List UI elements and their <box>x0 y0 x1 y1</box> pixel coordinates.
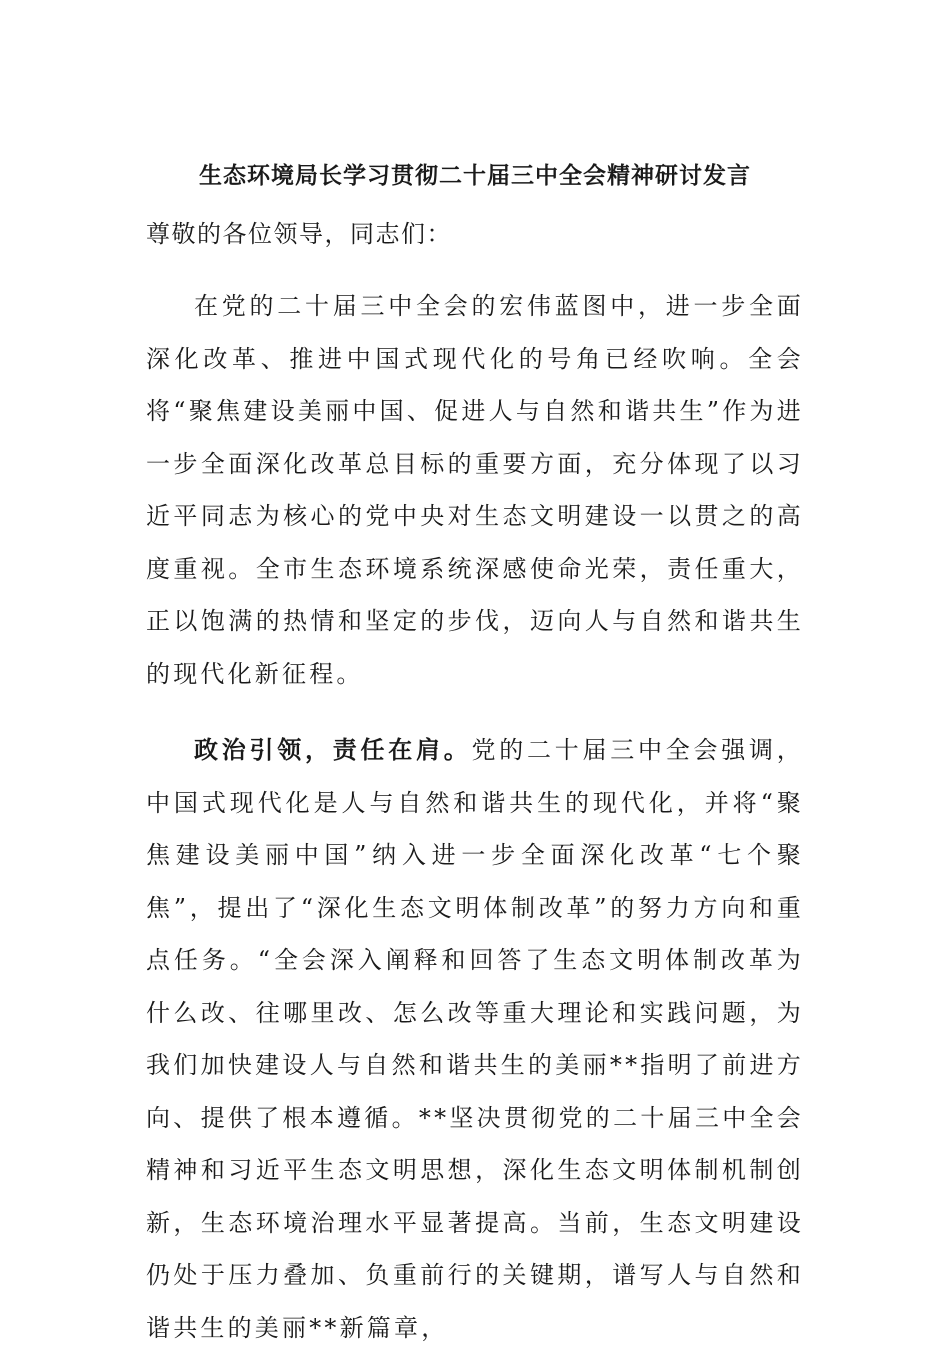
salutation: 尊敬的各位领导，同志们： <box>146 220 452 248</box>
paragraph-political-leadership <box>146 724 804 1354</box>
document-title: 生态环境局长学习贯彻二十届三中全会精神研讨发言 <box>199 162 751 189</box>
paragraph-lead-heading: 政治引领，责任在肩。 <box>194 735 472 764</box>
document-page <box>146 150 804 1354</box>
paragraph-intro <box>146 280 804 700</box>
paragraph-political-leadership-body: 党的二十届三中全会强调，中国式现代化是人与自然和谐共生的现代化，并将“聚焦建设美丽中国”纳入进一步全面深化改革“七个聚焦”，提出了“深化生态文明体制改革”的努力方向和重点任务。“全会深入阐释和回答了生态文明体制改革为什么改、往哪里改、怎么改等重大理论和实践问题，为我们加快建设人与自然和谐共生的美丽**指明了前进方向、提供了根本遵循。**坚决贯彻党的二十届三中全会精神和习近平生态文明思想，深化生态文明体制机制创新，生态环境治理水平显著提高。当前，生态文明建设仍处于压力叠加、负重前行的关键期，谱写人与自然和谐共生的美丽**新篇章， <box>146 736 805 1342</box>
paragraph-intro-body: 在党的二十届三中全会的宏伟蓝图中，进一步全面深化改革、推进中国式现代化的号角已经吹响。全会将“聚焦建设美丽中国、促进人与自然和谐共生”作为进一步全面深化改革总目标的重要方面，充分体现了以习近平同志为核心的党中央对生态文明建设一以贯之的高度重视。全市生态环境系统深感使命光荣，责任重大，正以饱满的热情和坚定的步伐，迈向人与自然和谐共生的现代化新征程。 <box>146 292 804 688</box>
